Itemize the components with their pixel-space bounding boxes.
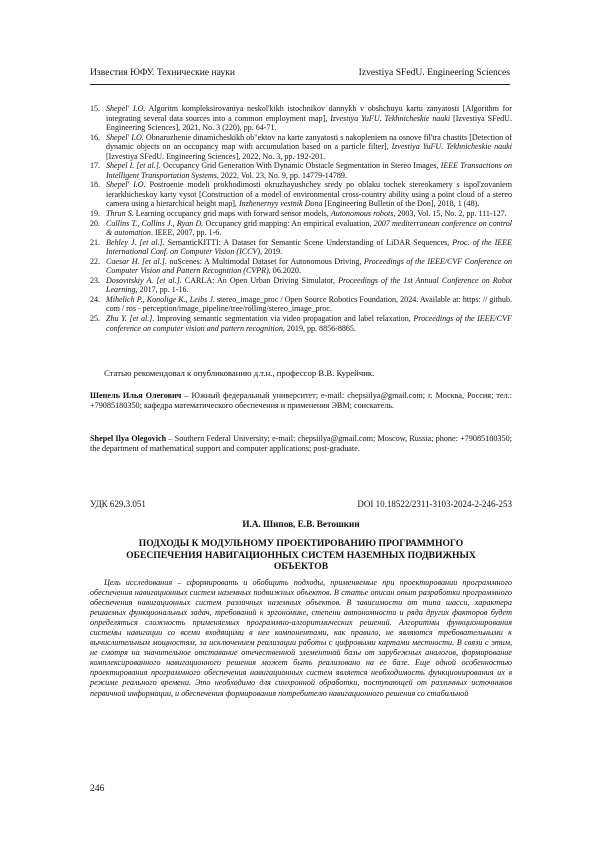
reference-tail: [Engineering Bulletin of the Don], 2018, 1 (48). <box>322 199 480 209</box>
reference-text: Obnaruzhenie dinamicheskikh ob"ektov na karte zanyatosti s nakopleniem na osnove fil'tra chastits [Detection of dynamic objects on an occupancy map with accumulation based on a particle filter], <box>106 132 513 152</box>
reference-text: Occupancy grid mapping: An empirical evaluation, <box>203 218 374 228</box>
reference-tail: , 06.2020. <box>268 266 301 276</box>
reference-number: 17. <box>90 161 101 171</box>
reference-source: Izvestiya YuFU. Tekhnicheskie nauki <box>391 142 512 152</box>
author-details-ru: – Южный федеральный университет; e-mail: chepsiilya@gmail.com; г. Москва, Россия; тел.: +79085180350; кафедра математического обеспечения и применения ЭВМ; соискатель. <box>90 391 512 411</box>
reference-tail: , 2017, pp. 1-16. <box>135 285 189 295</box>
author-name-en: Shepel Ilya Olegovich <box>90 434 167 443</box>
reference-source: Proc. of the IEEE International Conf. on Computer Vision (ICCV) <box>106 237 512 257</box>
doi-code: DOI 10.18522/2311-3103-2024-2-246-253 <box>357 499 512 509</box>
reference-author: Shepel' I.O. <box>106 180 146 190</box>
reference-tail: [Izvestiya SFedU. Engineering Sciences], 2022, No. 3, pp. 192-201. <box>106 151 326 161</box>
reference-number: 18. <box>90 180 101 190</box>
header-journal-en: Izvestiya SFedU. Engineering Sciences <box>358 67 510 78</box>
recommendation-note: Статью рекомендовал к опубликованию д.т.н., профессор В.В. Курейчик. <box>104 368 375 378</box>
reference-text: CARLA: An Open Urban Driving Simulator, <box>181 275 339 285</box>
reference-author: Shepel' I.O. <box>106 104 146 113</box>
reference-tail: , 2019. <box>260 247 283 257</box>
reference-text: Algoritm kompleksirovaniya neskol'kikh istochnikov dannykh v obshchuyu kartu zanyatosti [Algorithm for integrating several data sources into a common employment map], <box>106 104 512 123</box>
reference-tail: , 2022, Vol. 23, No. 9, pp. 14779-14789. <box>216 170 347 180</box>
article-title: ПОДХОДЫ К МОДУЛЬНОМУ ПРОЕКТИРОВАНИЮ ПРОГРАММНОГО ОБЕСПЕЧЕНИЯ НАВИГАЦИОННЫХ СИСТЕМ НАЗЕМНЫХ ПОДВИЖНЫХ ОБЪЕКТОВ <box>126 538 476 573</box>
reference-tail: [Izvestiya SFedU. Engineering Sciences], 2021, No. 3 (220), pp. 64-71. <box>106 113 512 133</box>
reference-number: 15. <box>90 104 101 113</box>
reference-source: Izvestiya YuFU. Tekhnicheskie nauki <box>330 113 451 123</box>
reference-source: Proceedings of the IEEE/CVF conference on computer vision and pattern recognition <box>106 314 512 333</box>
reference-author: Shepel' I.O. <box>106 132 144 142</box>
udk-code: УДК 629.3.051 <box>90 499 146 509</box>
reference-text: SemanticKITTI: A Dataset for Semantic Scene Understanding of LiDAR Sequences, <box>164 237 453 247</box>
reference-item <box>90 314 512 333</box>
reference-tail: , 2019, pp. 8856-8865. <box>282 323 356 333</box>
reference-text: Improving semantic segmentation via video propagation and label relaxation, <box>154 314 414 324</box>
reference-number: 19. <box>90 209 101 219</box>
running-header <box>90 67 510 85</box>
reference-author: Behley J. [et al.]. <box>106 237 165 247</box>
author-bio-en <box>90 434 512 454</box>
author-bio-ru <box>90 391 512 411</box>
reference-source: Proceedings of the IEEE/CVF Conference on Computer Vision and Pattern Recognition (CVPR) <box>106 256 512 276</box>
reference-author: Shepel I. [et al.]. <box>106 161 161 171</box>
reference-item <box>90 104 512 133</box>
reference-author: Caesar H. [et al.]. <box>106 256 167 266</box>
reference-item <box>90 238 512 257</box>
author-details-en: – Southern Federal University; e-mail: chepsiilya@gmail.com; Moscow, Russia; phone: +79085180350; the department of mathematical support and computer applications; post-graduate. <box>90 434 512 454</box>
reference-source: Autonomous robots <box>330 209 394 219</box>
reference-number: 25. <box>90 314 101 324</box>
reference-text: nuScenes: A Multimodal Dataset for Autonomous Driving, <box>166 256 364 266</box>
header-journal-ru: Известия ЮФУ. Технические науки <box>90 67 236 78</box>
reference-source: Proceedings of the 1st Annual Conference on Robot Learning <box>106 275 512 295</box>
reference-source: 2007 mediterranean conference on control & automation <box>106 218 512 238</box>
reference-source: IEEE Transactions on Intelligent Transportation Systems <box>106 161 512 180</box>
reference-item <box>90 180 512 209</box>
reference-number: 24. <box>90 294 101 304</box>
reference-author: Zhu Y. [et al.]. <box>106 314 155 324</box>
reference-text: Learning occupancy grid maps with forward sensor models, <box>133 209 331 219</box>
reference-item <box>90 219 512 238</box>
article-identifiers <box>90 499 512 510</box>
reference-number: 16. <box>90 132 101 142</box>
author-name-ru: Шепель Илья Олегович <box>90 391 182 400</box>
reference-number: 21. <box>90 237 101 247</box>
reference-item <box>90 161 512 180</box>
reference-item <box>90 257 512 276</box>
reference-source: Inzhenernyy vestnik Dona <box>238 199 323 209</box>
reference-list <box>90 104 512 333</box>
reference-number: 20. <box>90 218 101 228</box>
reference-author: Mihelich P., Konolige K., Leibs J. <box>106 294 215 304</box>
reference-author: Thrun S. <box>106 209 134 219</box>
reference-author: Collins T., Collins J., Ryan D. <box>106 218 204 228</box>
article-abstract: Цель исследования – сформировать и обобщить подходы, применяемые при проектировании программного обеспечения навигационных систем наземных подвижных объектов. В статье описан опыт разработки программного обеспечения навигационных систем различных наземных объектов. В зависимости от типа шасси, характера решаемых функциональных задач, требований к эргономике, степени автономности и ряда других факторов будет определяться сложность применяемых программно-алгоритмических решений. Алгоритмы функционирования системы навигации со всеми входящими в нее компонентами, как правило, не являются требовательными к вычислительным мощностям, за исключением реализации работы с цифровыми картами местности. В связи с этим, не смотря на значительное отставание отечественной элементной базы от зарубежных аналогов, формирование комплексированного навигационного решения может быть реализовано на ее базе. Еще одной особенностью проектирования программного обеспечения навигационных систем является необходимость функционирования их в режиме реального времени. Это необходимо для синхронной обработки, поступающей от различных источников первичной информации, и обеспечения формирования потребителю навигационного решения со стабильной <box>90 578 512 698</box>
reference-text: Postroenie modeli prokhodimosti okruzhayushchey sredy po oblaku tochek stereokamery s ispol'zovaniem ierarkhicheskoy karty vysot [Construction of a model of environmental cross-country ability using a point cloud of a stereo camera using a hierarchical height map], <box>106 180 512 209</box>
reference-tail: . IEEE, 2007, pp. 1-6. <box>150 228 222 238</box>
reference-text: stereo_image_proc / Open Source Robotics Foundation, 2024. Available at: https: // github. com / ros - perception/image_pipeline/tree/rolling/stereo_image_proc. <box>106 294 512 314</box>
reference-tail: , 2003, Vol. 15, No. 2, pp. 111-127. <box>393 209 507 219</box>
reference-author: Dosovitskiy A. [et al.]. <box>106 275 182 285</box>
reference-number: 22. <box>90 256 101 266</box>
article-authors: И.А. Шипов, Е.В. Ветошкин <box>242 519 360 529</box>
reference-item <box>90 295 512 314</box>
reference-item <box>90 209 512 219</box>
reference-text: Occupancy Grid Generation With Dynamic Obstacle Segmentation in Stereo Images, <box>160 161 441 171</box>
page-number: 246 <box>90 783 105 794</box>
reference-item <box>90 133 512 162</box>
reference-number: 23. <box>90 275 101 285</box>
reference-item <box>90 276 512 295</box>
